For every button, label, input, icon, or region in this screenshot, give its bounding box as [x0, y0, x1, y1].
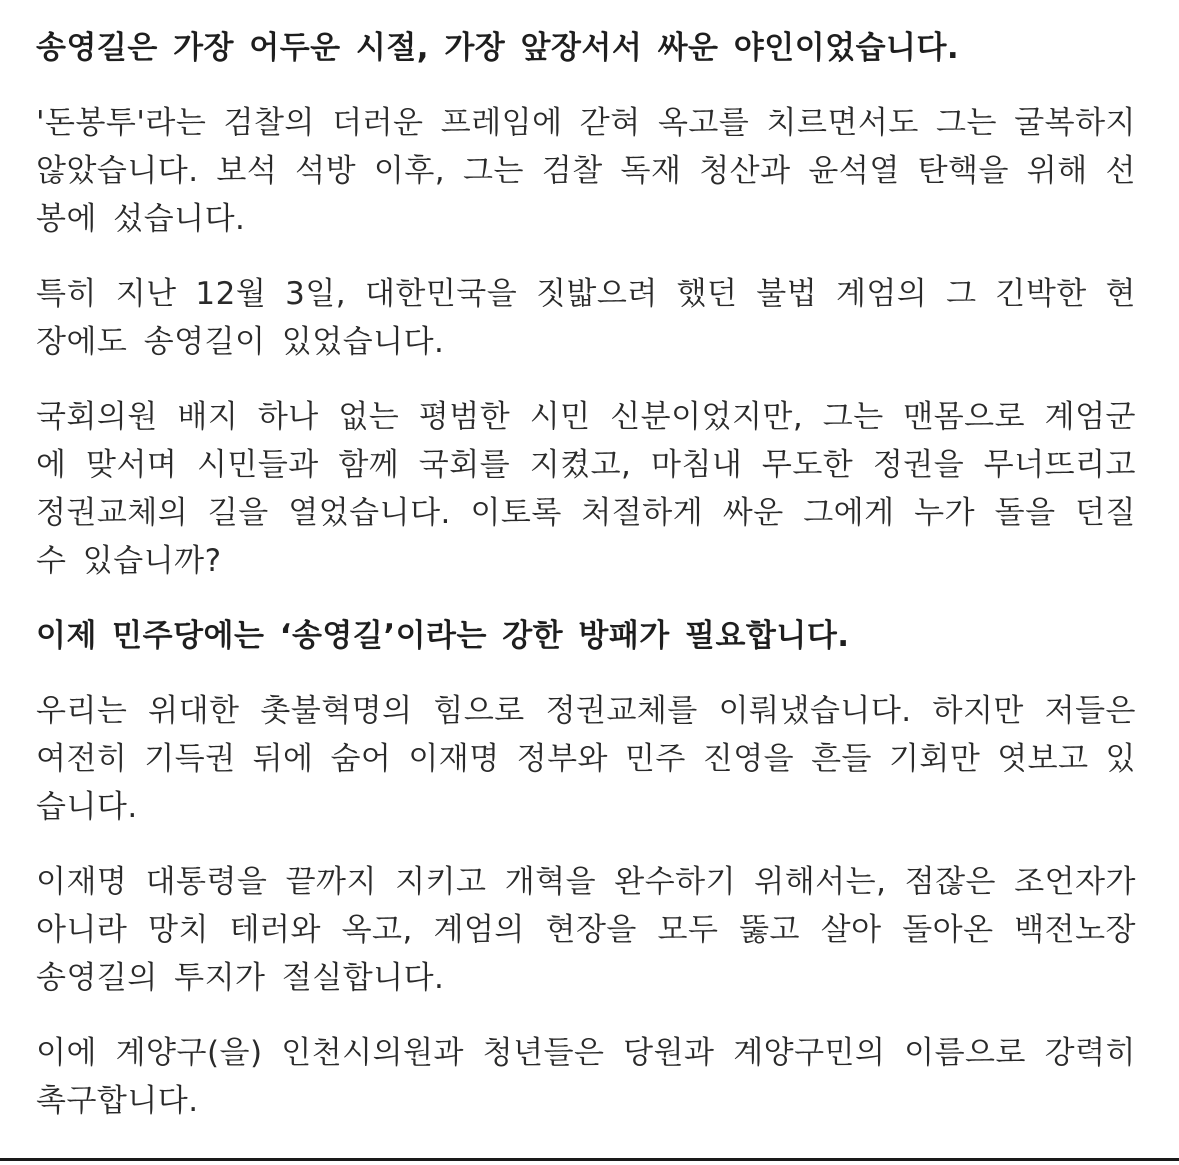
paragraph-heading-2: 이제 민주당에는 ‘송영길’이라는 강한 방패가 필요합니다.: [36, 618, 850, 654]
document-body: [36, 24, 1136, 1152]
paragraph-3: 특히 지난 12월 3일, 대한민국을 짓밟으려 했던 불법 계엄의 그 긴박한 현장에도 송영길이 있었습니다.: [36, 276, 1136, 360]
paragraph-4: 국회의원 배지 하나 없는 평범한 시민 신분이었지만, 그는 맨몸으로 계엄군에 맞서며 시민들과 함께 국회를 지켰고, 마침내 무도한 정권을 무너뜨리고 정권교체의 길을 열었습니다. 이토록 처절하게 싸운 그에게 누가 돌을 던질 수 있습니까?: [36, 399, 1136, 579]
paragraph-7: 이재명 대통령을 끝까지 지키고 개혁을 완수하기 위해서는, 점잖은 조언자가 아니라 망치 테러와 옥고, 계엄의 현장을 모두 뚫고 살아 돌아온 백전노장 송영길의 투지가 절실합니다.: [36, 864, 1136, 996]
paragraph-heading-1: 송영길은 가장 어두운 시절, 가장 앞장서서 싸운 야인이었습니다.: [36, 30, 960, 66]
paragraph-6: 우리는 위대한 촛불혁명의 힘으로 정권교체를 이뤄냈습니다. 하지만 저들은 여전히 기득권 뒤에 숨어 이재명 정부와 민주 진영을 흔들 기회만 엿보고 있습니다.: [36, 693, 1136, 825]
paragraph-8: 이에 계양구(을) 인천시의원과 청년들은 당원과 계양구민의 이름으로 강력히 촉구합니다.: [36, 1035, 1136, 1119]
paragraph-2: '돈봉투'라는 검찰의 더러운 프레임에 갇혀 옥고를 치르면서도 그는 굴복하지 않았습니다. 보석 석방 이후, 그는 검찰 독재 청산과 윤석열 탄핵을 위해 선봉에 섰습니다.: [36, 105, 1136, 237]
bottom-divider: [0, 1158, 1179, 1161]
